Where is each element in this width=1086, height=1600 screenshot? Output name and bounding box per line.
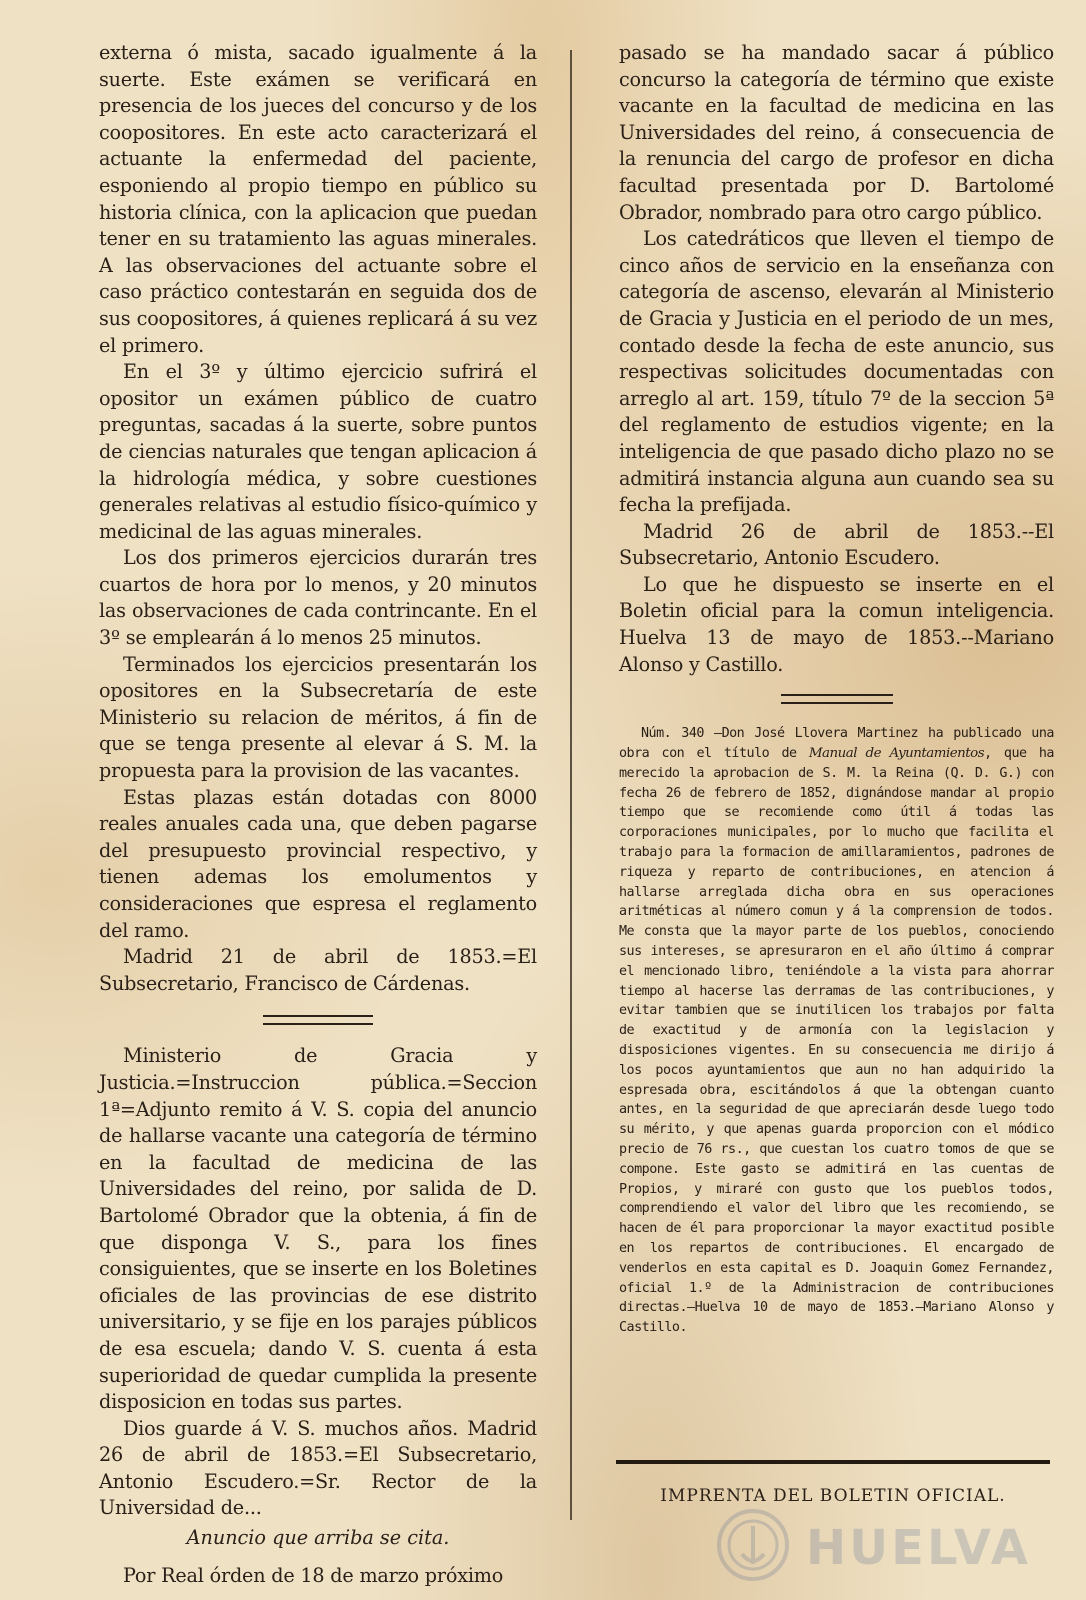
paragraph: Los dos primeros ejercicios durarán tres cuartos de hora por lo menos, y 20 minutos las observaciones de cada contrincante. En el 3º se emplearán á lo menos 25 minutos. [99, 546, 537, 650]
paragraph: Ministerio de Gracia y Justicia.=Instruccion pública.=Seccion 1ª=Adjunto remito á V. S. copia del anuncio de hallarse vacante una categoría de término en la facultad de medicina de las Universidades del reino, por salida de D. Bartolomé Obrador que la obtenia, á fin de que disponga V. S., para los fines consiguientes, que se inserte en los Boletines oficiales de las provincias de ese distrito universitario, y se fije en los parajes públicos de esa escuela; dando V. S. cuenta á esta superioridad de quedar cumplida la presente disposicion en todas sus partes. [99, 1044, 537, 1414]
section-separator [263, 1015, 373, 1025]
paragraph: Por Real órden de 18 de marzo próximo [123, 1564, 504, 1588]
signature: Madrid 26 de abril de 1853.--El Subsecretario, Antonio Escudero. [619, 519, 1054, 570]
paragraph: Lo que he dispuesto se inserte en el Boletin oficial para la comun inteligencia. Huelva 13 de mayo de 1853.--Mariano Alonso y Castillo. [619, 572, 1054, 676]
paragraph: Terminados los ejercicios presentarán los opositores en la Subsecretaría de este Ministerio su relacion de méritos, á fin de que se tenga presente al elevar á S. M. la propuesta para la provision de las vacantes. [99, 652, 537, 783]
section-separator [781, 694, 893, 704]
column-divider [570, 50, 572, 1520]
paragraph: pasado se ha mandado sacar á público concurso la categoría de término que existe vacante en la facultad de medicina en las Universidades del reino, á consecuencia de la renuncia del cargo de profesor en dicha facultad presentada por D. Bartolomé Obrador, nombrado para otro cargo público. [619, 41, 1054, 224]
paragraph: Los catedráticos que lleven el tiempo de cinco años de servicio en la enseñanza con categoría de ascenso, elevarán al Ministerio de Gracia y Justicia en el periodo de un mes, contado desde la fecha de este anuncio, sus respectivas solicitudes documentadas con arreglo al art. 159, título 7º de la seccion 5ª del reglamento de estudios vigente; en la inteligencia de que pasado dicho plazo no se admitirá instancia alguna aun cuando sea su fecha la prefijada. [619, 227, 1054, 517]
notice-text: Núm. 340 —Don José Llovera Martinez ha publicado una obra con el título de [619, 726, 1054, 762]
right-column [619, 40, 1054, 1338]
paragraph: Estas plazas están dotadas con 8000 reales anuales cada una, que deben pagarse del presupuesto provincial respectivo, y tienen ademas los emolumentos y consideraciones que espresa el reglamento del ramo. [99, 785, 537, 942]
watermark [696, 1508, 1076, 1588]
notice-text: , que ha merecido la aprobacion de S. M. la Reina (Q. D. G.) con fecha 26 de febrero de 1852, dignándose mandar al propio tiempo que se recomiende como útil á todas las corporaciones municipales, por lo mucho que facilita el trabajo para la formacion de amillaramientos, padrones de riqueza y reparto de contribuciones, en atencion á hallarse arreglada dicha obra en sus operaciones aritméticas al número comun y á la comprension de todos. Me consta que la mayor parte de los pueblos, conociendo sus intereses, se apresuraron en el año último á comprar el mencionado libro, teniéndole a la vista para ahorrar tiempo al hacerse las derramas de las contribuciones, y evitar tambien que se inutilicen los trabajos por falta de exactitud y de armonía con la legislacion y disposiciones vigentes. En su consecuencia me dirijo á los pocos ayuntamientos que aun no han adquirido la espresada obra, escitándolos á que la obtengan cuanto antes, en la seguridad de que apreciarán desde luego todo su mérito, y que apenas guarda proporcion con el módico precio de 76 rs., que cuestan los cuatro tomos de que se compone. Este gasto se admitirá en las cuentas de Propios, y miraré con gusto que los pueblos todos, comprendiendo el valor del libro que les recomiendo, se hacen de él para proporcionar la mayor exactitud posible en los repartos de contribuciones. El encargado de venderlos en esta capital es D. Joaquin Gomez Fernandez, oficial 1.º de la Administracion de contribuciones directas.—Huelva 10 de mayo de 1853.—Mariano Alonso y Castillo. [619, 746, 1054, 1336]
seal-icon [716, 1508, 790, 1582]
footer-rule [616, 1460, 1050, 1464]
printer-imprint: IMPRENTA DEL BOLETIN OFICIAL. [660, 1486, 1006, 1506]
paragraph: En el 3º y último ejercicio sufrirá el opositor un exámen público de cuatro preguntas, sacadas á la suerte, sobre puntos de ciencias naturales que tengan aplicacion á la hidrología médica, y sobre cuestiones generales relativas al estudio físico-químico y medicinal de las aguas minerales. [99, 360, 537, 543]
left-column [99, 40, 537, 1590]
notice-340 [619, 724, 1054, 1338]
announcement-heading: Anuncio que arriba se cita. [186, 1526, 450, 1550]
signature: Madrid 21 de abril de 1853.=El Subsecretario, Francisco de Cárdenas. [99, 945, 537, 995]
paragraph: externa ó mista, sacado igualmente á la suerte. Este exámen se verificará en presencia de los jueces del concurso y de los coopositores. En este acto caracterizará el actuante la enfermedad del paciente, esponiendo al propio tiempo en público su historia clínica, con la aplicacion que puedan tener en su tratamiento las aguas minerales. A las observaciones del actuante sobre el caso práctico contestarán en seguida dos de sus coopositores, á quienes replicará á su vez el primero. [99, 41, 537, 357]
paragraph: Dios guarde á V. S. muchos años. Madrid 26 de abril de 1853.=El Subsecretario, Antonio Escudero.=Sr. Rector de la Universidad de... [99, 1416, 537, 1520]
watermark-text: HUELVA [806, 1520, 1031, 1576]
book-title: Manual de Ayuntamientos [808, 746, 985, 762]
